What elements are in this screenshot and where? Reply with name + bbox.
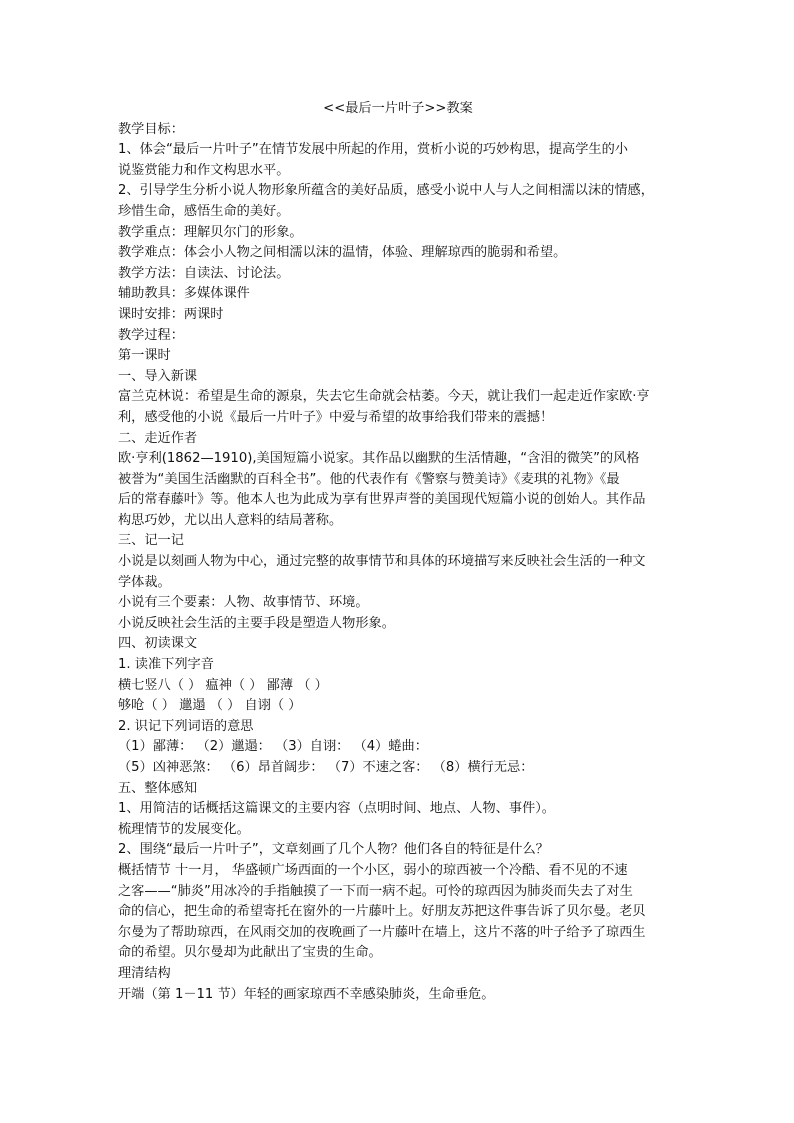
document-line: 小说反映社会生活的主要手段是塑造人物形象。 (118, 615, 395, 631)
lesson-plan-page (118, 99, 678, 1005)
document-line: 小说是以刻画人物为中心，通过完整的故事情节和具体的环境描写来反映社会生活的一种文 (118, 554, 646, 570)
document-line: 四、初读课文 (118, 636, 198, 652)
document-line: 五、整体感知 (118, 780, 198, 796)
document-line: 被誉为“美国生活幽默的百科全书”。他的代表作有《警察与赞美诗》《麦琪的礼物》《最 (118, 471, 620, 487)
document-line: 二、走近作者 (118, 430, 198, 446)
document-line: 梳理情节的发展变化。 (118, 821, 250, 837)
document-line: 1、用简洁的话概括这篇课文的主要内容（点明时间、地点、人物、事件）。 (118, 801, 555, 817)
document-line: 后的常春藤叶》等。他本人也为此成为享有世界声誉的美国现代短篇小说的创始人。其作品 (118, 492, 646, 508)
document-line: 2、引导学生分析小说人物形象所蕴含的美好品质，感受小说中人与人之间相濡以沫的情感， (118, 183, 654, 199)
document-line: （1）鄙薄： （2）邋遢： （3）自诩： （4）蜷曲： (118, 739, 428, 755)
document-line: 富兰克林说：希望是生命的源泉，失去它生命就会枯萎。今天，就让我们一起走近作家欧·亨 (118, 389, 650, 405)
document-line: 学体裁。 (118, 574, 171, 590)
document-line: 教学过程： (118, 327, 184, 343)
document-line: 珍惜生命，感悟生命的美好。 (118, 203, 290, 219)
document-line: 说鉴赏能力和作文构思水平。 (118, 162, 290, 178)
document-line: 2. 识记下列词语的意思 (118, 718, 254, 734)
document-line: 三、记一记 (118, 533, 184, 549)
document-line: 1、体会“最后一片叶子”在情节发展中所起的作用，赏析小说的巧妙构思，提高学生的小 (118, 142, 628, 158)
document-line: 够呛（ ） 邋遢 （ ） 自诩（ ） (118, 698, 302, 714)
document-line: 教学重点：理解贝尔门的形象。 (118, 224, 303, 240)
document-line: 理清结构 (118, 965, 171, 981)
document-line: 概括情节 十一月， 华盛顿广场西面的一个小区，弱小的琼西被一个冷酷、看不见的不速 (118, 862, 628, 878)
document-line: （5）凶神恶煞： （6）昂首阔步： （7）不速之客： （8）横行无忌： (118, 760, 534, 775)
document-line: 横七竖八（ ） 瘟神（ ） 鄙薄 （ ） (118, 677, 328, 693)
document-line: 一、导入新课 (118, 368, 198, 384)
document-line: 命的信心，把生命的希望寄托在窗外的一片藤叶上。好朋友苏把这件事告诉了贝尔曼。老贝 (118, 904, 646, 920)
document-line: 2、围绕“最后一片叶子”，文章刻画了几个人物？他们各自的特征是什么？ (118, 842, 549, 858)
document-line: 尔曼为了帮助琼西，在风雨交加的夜晚画了一片藤叶在墙上，这片不落的叶子给予了琼西生 (118, 924, 646, 940)
document-line: 命的希望。贝尔曼却为此献出了宝贵的生命。 (118, 945, 382, 961)
document-line: 教学难点：体会小人物之间相濡以沫的温情，体验、理解琼西的脆弱和希望。 (118, 245, 567, 261)
document-line: 之客——“肺炎”用冰冷的手指触摸了一下而一病不起。可怜的琼西因为肺炎而失去了对生 (118, 883, 633, 899)
document-line: 辅助教具：多媒体课件 (118, 286, 250, 302)
document-body (118, 120, 678, 1006)
document-line: 1. 读准下列字音 (118, 657, 214, 673)
document-line: 构思巧妙，尤以出人意料的结局著称。 (118, 512, 343, 528)
document-line: 欧·亨利(1862—1910),美国短篇小说家。其作品以幽默的生活情趣，“含泪的微笑”的风格 (118, 451, 640, 467)
document-line: 利，感受他的小说《最后一片叶子》中爱与希望的故事给我们带来的震撼！ (118, 409, 554, 425)
document-line: 小说有三个要素：人物、故事情节、环境。 (118, 595, 369, 611)
document-line: 开端（第 1－11 节）年轻的画家琼西不幸感染肺炎，生命垂危。 (118, 986, 495, 1002)
document-line: 教学方法：自读法、讨论法。 (118, 265, 290, 281)
document-title: <<最后一片叶子>>教案 (323, 101, 473, 116)
document-line: 第一课时 (118, 348, 171, 364)
document-line: 教学目标： (118, 121, 184, 137)
document-line: 课时安排：两课时 (118, 306, 224, 322)
